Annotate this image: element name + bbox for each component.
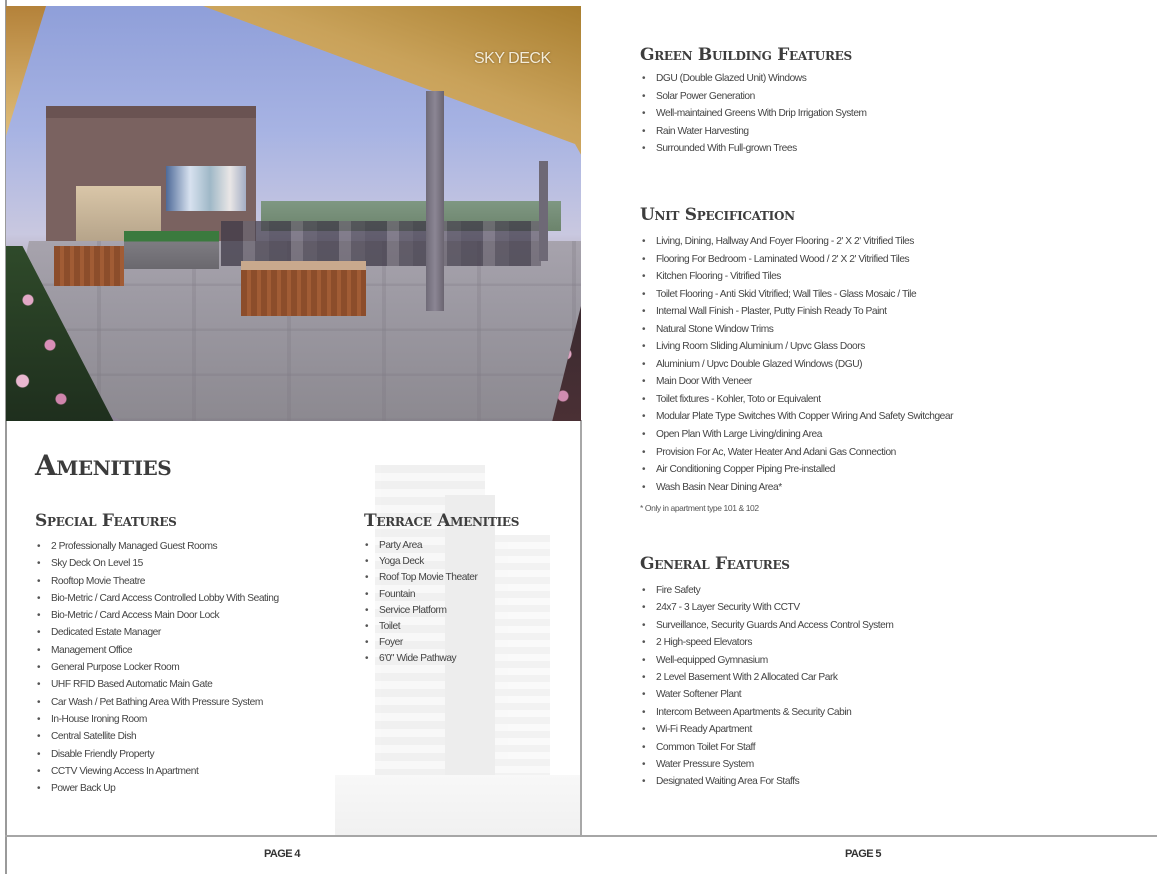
list-item: • UHF RFID Based Automatic Main Gate (33, 676, 279, 693)
canopy-roof-left (6, 6, 46, 136)
list-item: • Water Softener Plant (638, 686, 893, 703)
list-item: • Air Conditioning Copper Piping Pre-installed (638, 461, 953, 479)
page-title: Amenities (35, 449, 172, 482)
list-item: • Toilet fixtures - Kohler, Toto or Equivalent (638, 391, 953, 409)
list-item: • Surveillance, Security Guards And Access Control System (638, 617, 893, 634)
list-item: • Kitchen Flooring - Vitrified Tiles (638, 268, 953, 286)
list-item: • Party Area (361, 538, 477, 554)
list-item: • Sky Deck On Level 15 (33, 555, 279, 572)
list-item: • 6'0" Wide Pathway (361, 651, 477, 667)
list-item: • Central Satellite Dish (33, 728, 279, 745)
list-item: • DGU (Double Glazed Unit) Windows (638, 70, 867, 88)
list-item: • Solar Power Generation (638, 88, 867, 106)
sky-deck-image (6, 6, 581, 421)
page-number-right: PAGE 5 (845, 848, 881, 860)
list-item: • Roof Top Movie Theater (361, 570, 477, 586)
list-item: • Service Platform (361, 603, 477, 619)
building-base (335, 775, 580, 835)
list-item: • Fire Safety (638, 582, 893, 599)
list-item: • Modular Plate Type Switches With Copper Wiring And Safety Switchgear (638, 408, 953, 426)
list-item: • Bio-Metric / Card Access Main Door Lock (33, 607, 279, 624)
page-bottom-rule (5, 835, 1157, 837)
list-item: • Foyer (361, 635, 477, 651)
terrace-amenities-list (361, 538, 477, 668)
list-item: • Bio-Metric / Card Access Controlled Lobby With Seating (33, 590, 279, 607)
list-item: • 2 Level Basement With 2 Allocated Car Park (638, 669, 893, 686)
terrace-amenities-heading: Terrace Amenities (364, 511, 520, 531)
list-item: • Disable Friendly Property (33, 746, 279, 763)
list-item: • In-House Ironing Room (33, 711, 279, 728)
list-item: • Living Room Sliding Aluminium / Upvc Glass Doors (638, 338, 953, 356)
wooden-bench-left (54, 246, 124, 286)
list-item: • Well-maintained Greens With Drip Irrigation System (638, 105, 867, 123)
unit-footnote: * Only in apartment type 101 & 102 (640, 503, 759, 513)
unit-specification-list (638, 233, 953, 496)
list-item: • Management Office (33, 642, 279, 659)
support-pillar-far (539, 161, 548, 261)
list-item: • Provision For Ac, Water Heater And Adani Gas Connection (638, 444, 953, 462)
list-item: • Well-equipped Gymnasium (638, 652, 893, 669)
list-item: • Yoga Deck (361, 554, 477, 570)
list-item: • Power Back Up (33, 780, 279, 797)
list-item: • Living, Dining, Hallway And Foyer Flooring - 2' X 2' Vitrified Tiles (638, 233, 953, 251)
seating-furniture (221, 221, 541, 266)
wooden-bench-top (241, 261, 366, 270)
list-item: • Open Plan With Large Living/dining Area (638, 426, 953, 444)
page-divider (580, 420, 582, 837)
image-caption: SKY DECK (474, 50, 551, 67)
list-item: • Internal Wall Finish - Plaster, Putty Finish Ready To Paint (638, 303, 953, 321)
green-building-heading: Green Building Features (640, 45, 852, 65)
general-features-heading: General Features (640, 554, 790, 574)
list-item: • 2 Professionally Managed Guest Rooms (33, 538, 279, 555)
special-features-list (33, 538, 279, 797)
planter-box (124, 231, 219, 269)
list-item: • Flooring For Bedroom - Laminated Wood / 2' X 2' Vitrified Tiles (638, 251, 953, 269)
unit-specification-heading: Unit Specification (640, 205, 795, 225)
page-number-left: PAGE 4 (264, 848, 300, 860)
support-pillar (426, 91, 444, 311)
list-item: • Car Wash / Pet Bathing Area With Pressure System (33, 694, 279, 711)
list-item: • General Purpose Locker Room (33, 659, 279, 676)
list-item: • 2 High-speed Elevators (638, 634, 893, 651)
general-features-list (638, 582, 893, 791)
list-item: • Toilet Flooring - Anti Skid Vitrified; Wall Tiles - Glass Mosaic / Tile (638, 286, 953, 304)
list-item: • Toilet (361, 619, 477, 635)
movie-screen (166, 166, 246, 211)
list-item: • Intercom Between Apartments & Security Cabin (638, 704, 893, 721)
list-item: • Dedicated Estate Manager (33, 624, 279, 641)
list-item: • Natural Stone Window Trims (638, 321, 953, 339)
list-item: • Designated Waiting Area For Staffs (638, 773, 893, 790)
list-item: • Common Toilet For Staff (638, 739, 893, 756)
list-item: • Wi-Fi Ready Apartment (638, 721, 893, 738)
special-features-heading: Special Features (35, 511, 177, 531)
list-item: • Surrounded With Full-grown Trees (638, 140, 867, 158)
list-item: • 24x7 - 3 Layer Security With CCTV (638, 599, 893, 616)
list-item: • Fountain (361, 587, 477, 603)
list-item: • Rain Water Harvesting (638, 123, 867, 141)
list-item: • Rooftop Movie Theatre (33, 573, 279, 590)
green-building-list (638, 70, 867, 158)
list-item: • Wash Basin Near Dining Area* (638, 479, 953, 497)
feature-wall-top (46, 106, 256, 118)
list-item: • CCTV Viewing Access In Apartment (33, 763, 279, 780)
list-item: • Main Door With Veneer (638, 373, 953, 391)
list-item: • Aluminium / Upvc Double Glazed Windows (DGU) (638, 356, 953, 374)
list-item: • Water Pressure System (638, 756, 893, 773)
